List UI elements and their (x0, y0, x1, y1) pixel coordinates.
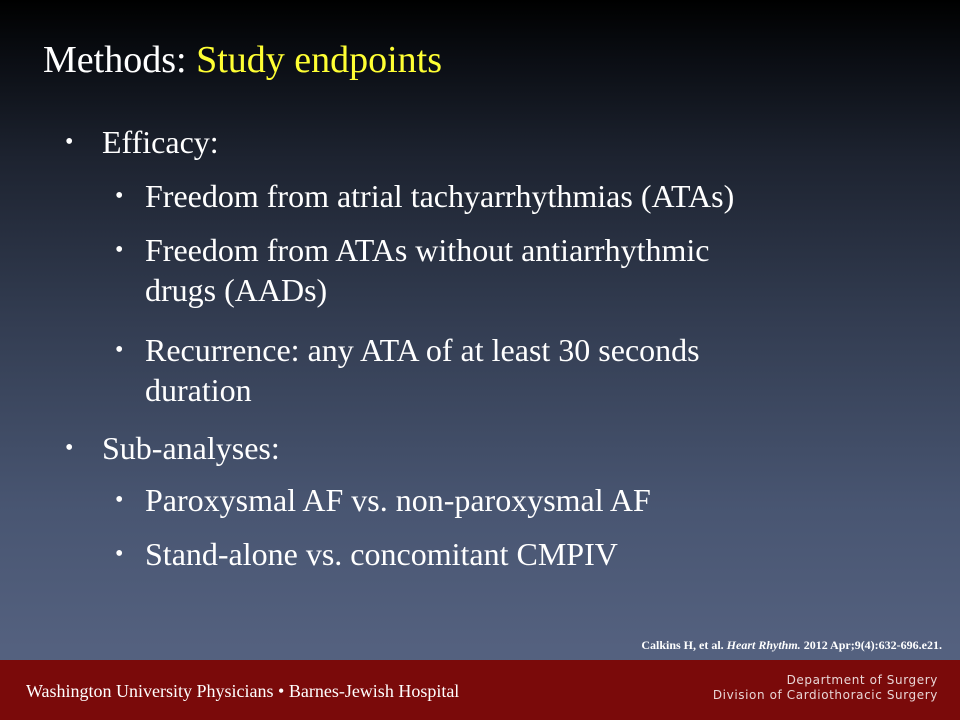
citation-details: 2012 Apr;9(4):632-696.e21. (803, 638, 942, 652)
bullet-item-sub-analyses (65, 428, 280, 468)
bullet-item-efficacy (65, 122, 219, 162)
bullet-text: Sub-analyses: (102, 430, 280, 466)
citation-journal: Heart Rhythm. (726, 638, 801, 652)
bullet-text: Stand-alone vs. concomitant CMPIV (145, 536, 618, 572)
title-accent: Study endpoints (196, 39, 443, 81)
bullet-item-paroxysmal (115, 480, 651, 520)
citation-authors: Calkins H, et al. (641, 638, 724, 652)
bullet-item-stand-alone (115, 534, 618, 574)
bullet-icon: • (65, 129, 74, 155)
bullet-text-line1: Recurrence: any ATA of at least 30 seconds (145, 332, 700, 368)
title-prefix: Methods: (43, 39, 187, 81)
citation (641, 638, 942, 653)
footer-department (713, 673, 938, 703)
bullet-item-freedom-atas (115, 176, 735, 216)
bullet-text-line1: Freedom from ATAs without antiarrhythmic (145, 232, 710, 268)
bullet-text-line2: duration (145, 372, 252, 408)
footer-department-line2: Division of Cardiothoracic Surgery (712, 688, 938, 702)
bullet-icon: • (115, 487, 124, 513)
bullet-item-freedom-without-aads (115, 230, 710, 310)
bullet-item-recurrence (115, 330, 700, 410)
footer-department-line1: Department of Surgery (786, 673, 938, 687)
bullet-text: Efficacy: (102, 124, 219, 160)
footer-organization: Washington University Physicians • Barnes-Jewish Hospital (26, 681, 460, 701)
bullet-icon: • (65, 435, 74, 461)
slide-title (43, 36, 442, 84)
bullet-icon: • (115, 541, 124, 567)
bullet-text: Freedom from atrial tachyarrhythmias (ATAs) (145, 178, 735, 214)
bullet-text: Paroxysmal AF vs. non-paroxysmal AF (145, 482, 651, 518)
bullet-icon: • (115, 237, 124, 263)
bullet-icon: • (115, 337, 124, 363)
bullet-text-line2: drugs (AADs) (145, 272, 328, 308)
bullet-icon: • (115, 183, 124, 209)
footer-bar (0, 660, 960, 720)
